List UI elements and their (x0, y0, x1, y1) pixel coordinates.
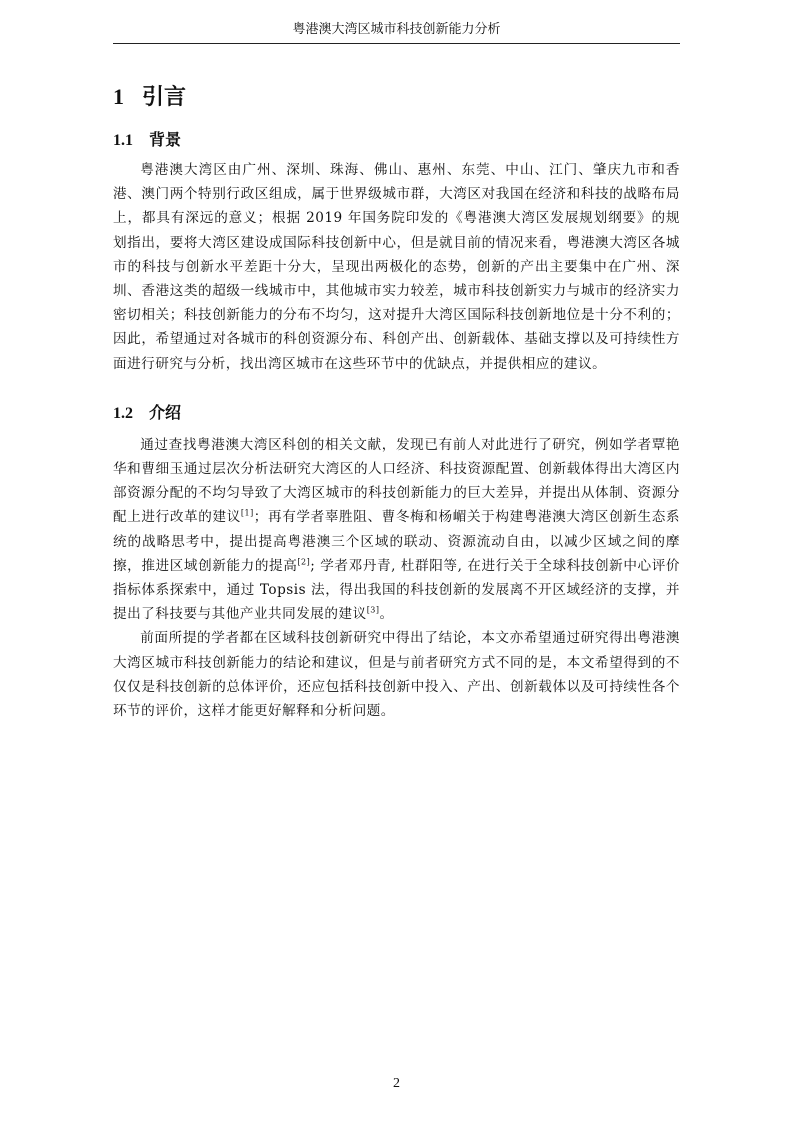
paragraph: 粤港澳大湾区由广州、深圳、珠海、佛山、惠州、东莞、中山、江门、肇庆九市和香港、澳门两个特别行政区组成，属于世界级城市群，大湾区对我国在经济和科技的战略布局上，都具有深远的意义；根据 2019 年国务院印发的《粤港澳大湾区发展规划纲要》的规划指出，要将大湾区建设成国际科技创新中心，但是就目前的情况来看，粤港澳大湾区各城市的科技与创新水平差距十分大，呈现出两极化的态势，创新的产出主要集中在广州、深圳、香港这类的超级一线城市中，其他城市实力较差，城市科技创新实力与城市的经济实力密切相关；科技创新能力的分布不均匀，这对提升大湾区国际科技创新地位是十分不利的；因此，希望通过对各城市的科创资源分布、科创产出、创新载体、基础支撑以及可持续性方面进行研究与分析，找出湾区城市在这些环节中的优缺点，并提供相应的建议。 (113, 162, 681, 372)
section-introduction (113, 402, 680, 723)
section-background (113, 129, 680, 376)
section-heading (113, 402, 680, 425)
section-number: 1.1 (113, 132, 133, 149)
paragraph-text: 通过查找粤港澳大湾区科创的相关文献，发现已有前人对此进行了研究，例如学者覃艳华和曹细玉通过层次分析法研究大湾区的人口经济、科技资源配置、创新载体得出大湾区内部资源分配的不均匀导致了大湾区城市的科技创新能力的巨大差异，并提出从体制、资源分配上进行改革的建议 (113, 436, 680, 526)
citation-ref: [1] (240, 508, 254, 518)
section-number: 1.2 (113, 404, 133, 422)
chapter-heading (113, 82, 680, 113)
paragraph-text: ; 学者邓丹青, 杜群阳等, 在进行关于全球科技创新中心评价指标体系探索中，通过 Topsis 法，得出我国的科技创新的发展离不开区域经济的支撑，并提出了科技要与其他产业共同发展的建议 (113, 557, 681, 623)
chapter-number: 1 (113, 84, 124, 109)
page-content (113, 82, 680, 749)
section-title: 介绍 (149, 402, 182, 422)
paragraph: 前面所提的学者都在区域科技创新研究中得出了结论，本文亦希望通过研究得出粤港澳大湾区城市科技创新能力的结论和建议，但是与前者研究方式不同的是，本文希望得到的不仅仅是科技创新的总体评价，还应包括科技创新中投入、产出、创新载体以及可持续性各个环节的评价，这样才能更好解释和分析问题。 (113, 630, 680, 720)
page-number: 2 (393, 1076, 400, 1091)
section-heading (113, 129, 680, 152)
paragraph-text: ；再有学者辜胜阻、曹冬梅和杨嵋关于构建粤港澳大湾区创新生态系统的战略思考中，提出提高粤港澳三个区域的联动、资源流动自由，以减少区域之间的摩擦，推进区域创新能力的提高 (113, 509, 681, 574)
citation-ref: [2] (297, 557, 311, 567)
citation-ref: [3] (366, 605, 380, 615)
paragraph (113, 433, 680, 627)
section-title: 背景 (149, 130, 182, 149)
running-header: 粤港澳大湾区城市科技创新能力分析 (292, 22, 501, 37)
paragraph-text: 。 (379, 606, 394, 623)
chapter-title: 引言 (142, 85, 187, 110)
header-rule (113, 43, 680, 44)
